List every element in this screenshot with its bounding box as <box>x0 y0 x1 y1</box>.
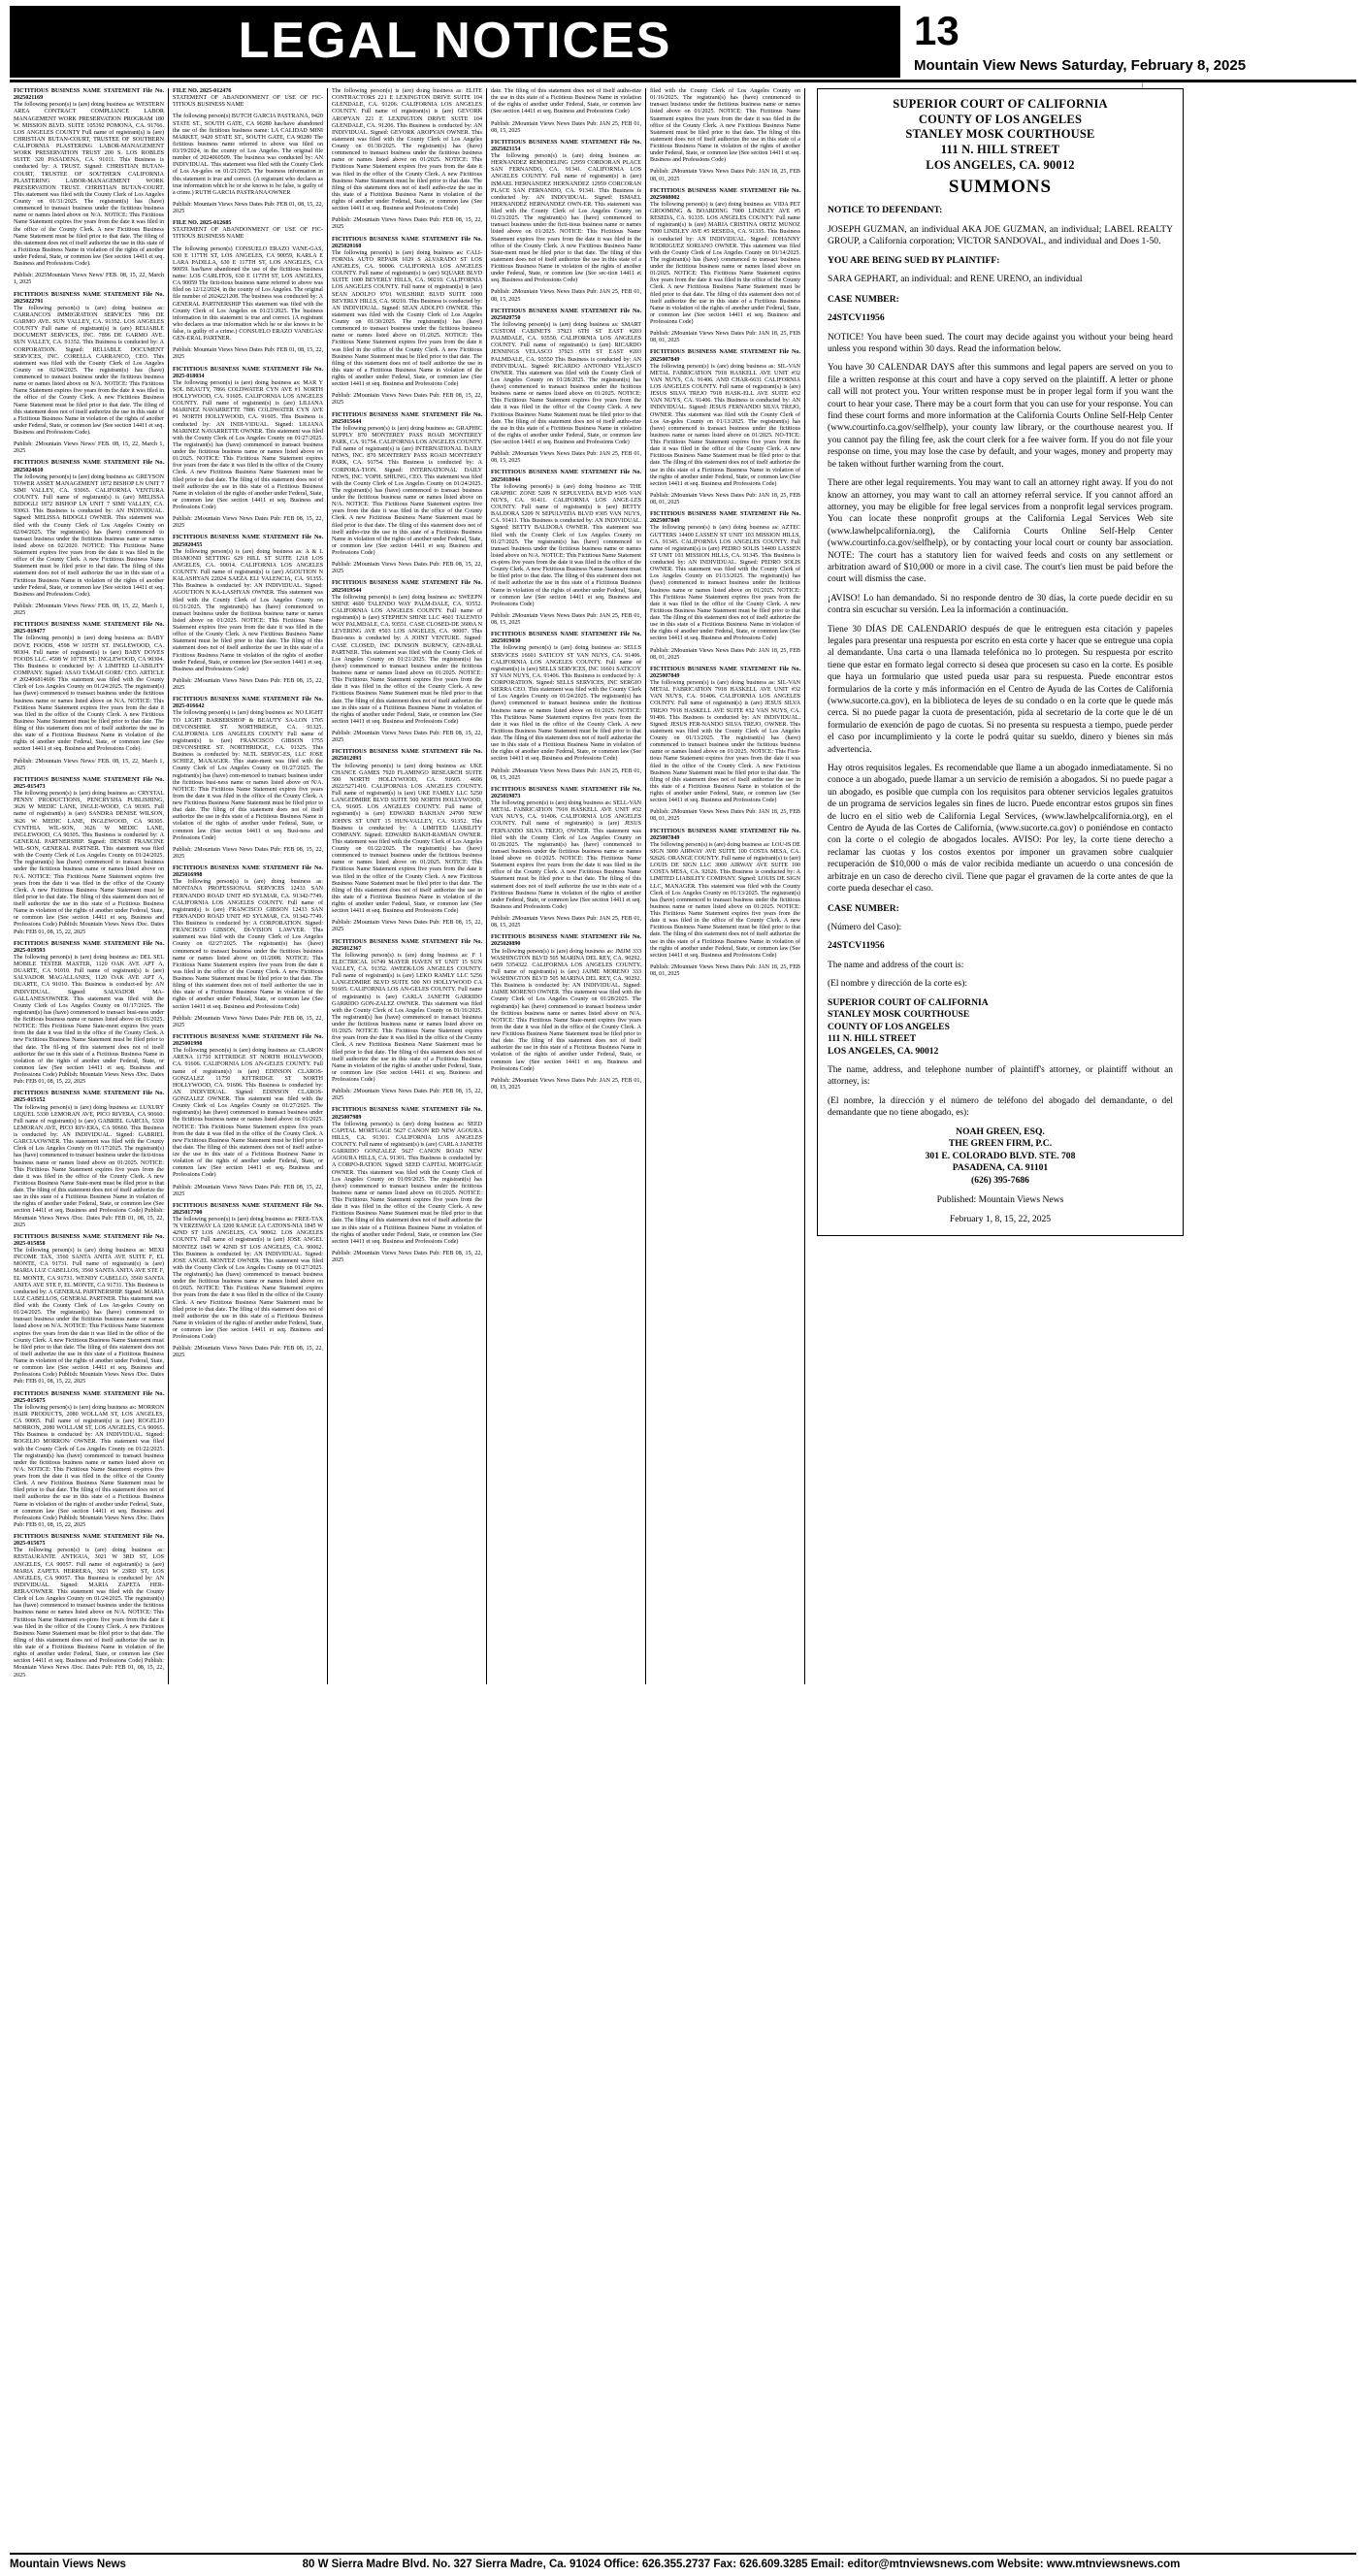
legal-notice-block <box>173 114 323 197</box>
notice-body: Publish: 2Mountain Views News Dates Pub: FEB 08, 15, 22, 2025 <box>332 731 482 744</box>
case-number-label: CASE NUMBER: <box>828 293 899 305</box>
notice-body: Publish: 2Mountain Views News Dates Pub: FEB 08, 15, 22, 2025 <box>173 1015 323 1028</box>
legal-notice-block <box>650 648 800 662</box>
summons-notice <box>817 88 1184 1236</box>
legal-notice-block <box>14 603 164 617</box>
legal-notice-block <box>173 1034 323 1180</box>
notice-body: Publish: 2Mountain Views News Dates Pub: JAN 25, FEB 01, 08, 15, 2025 <box>491 120 641 134</box>
notice-body: Publish: 2Mountain Views News/ FEB. 08, 15, 22, March 1, 2025 <box>14 441 164 455</box>
notice-heading: FICTITIOUS BUSINESS NAME STATEMENT File No. 2025007849 <box>650 828 800 841</box>
court-heading-line: SUPERIOR COURT OF CALIFORNIA <box>893 97 1108 111</box>
legal-notice-block <box>332 939 482 1085</box>
notice-body: The following person(s) is (are) doing business as: NO LIGHT TO LIGHT BARBERSHOP & BEAUTY SA-LON 1705 DEVONSHIRE ST. NORTHRIDGE, CA. 91325. CALIFORNIA LOS ANGELES COUNTY Full name of registrant(s) is (are) FRANCISCO GIBSON 1755 DEVONSHIRE ST. NORTHRIDGE, CA. 91325. This Business is conducted by: NLTL SERVIC-ES, LLC JOSE SCHIEZ, MANAGER. This state-ment was filed with the County Clerk of Los Angeles County on 01/27/2025. The registrant(s) has (have) com-menced to transact business under the fictitious busi-ness name or names listed above on N/A. NOTICE: This Fictitious Name Statement expires five years from the date it was filed in the office of the County Clerk. A new Fictitious Business Name Statement must be filed prior to that date. The filing of this statement does not of itself authorize the use in this state of a Fictitious Business Name in violation of the rights of another under Federal, State, or common law (See section 14411 et seq. Busi-ness and Professions Code) <box>173 710 323 841</box>
notice-heading: FICTITIOUS BUSINESS NAME STATEMENT File No. 2025007989 <box>332 1107 482 1121</box>
notice-heading: FICTITIOUS BUSINESS NAME STATEMENT File No. 2025021169 <box>14 88 164 102</box>
case-number-value: 24STCV11956 <box>828 312 885 324</box>
notice-to-defendant-label: NOTICE TO DEFENDANT: <box>828 205 943 216</box>
notice-body: The following person(s) is (are) doing business as: SMART CUSTOM CABINETS 37923 6TH ST EAST #203 PALMDALE, CA. 93550. CALIFORNIA LOS ANGELES COUNTY. Full name of registrant(s) is (are) RICARDO JENNINGS VELASCO 37923 6TH ST EAST #203 PALMDALE, CA. 93550 This Business is conducted by: AN INDIVIDUAL. Signed: RICARDO ANTONIO VELASCO OWNER. This statement was filed with the County Clerk of Los Angeles County on 01/28/2025. The registrant(s) has (have) commenced to transact business under the fictitious business name or names listed above on 01/2025. NOTICE: This Fictitious Name Statement expires five years from the date it was filed in the office of the County Clerk. A new Fictitious Business Name Statement must be filed prior to that date. The filing of this statement does not of itself autho-rize the use in this state of a Fictitious Business Name in violation of the rights of another under Federal, State, or common law (See section 14411 et seq. Business and Professions Code) <box>491 321 641 445</box>
attorney-line: (626) 395-7686 <box>971 1174 1029 1186</box>
court-address-line: STANLEY MOSK COURTHOUSE <box>828 1009 970 1021</box>
summons-spanish-heading: ¡AVISO! Lo han demandado. Si no responde dentro de 30 días, la corte puede decidir en su contra sin escuchar su versión. Lea la información a continuación. <box>828 593 1173 616</box>
notice-body: date. The filing of this statement does not of itself autho-rize the use in this state of a Fictitious Business Name in violation of the rights of another under Federal, State, or common law (See section 14411 et seq. Business and Professions Code) <box>491 88 641 115</box>
notice-body: The following person(s) is (are) doing business as: SELL-VAN METAL FABRICATION 7918 HASKELL AVE UNIT #32 VAN NUYS, CA. 91406. CALIFORNIA LOS ANGELES COUNTY. Full name of registrant(s) is (are) JESUS FERNANDO SILVA TREJO, OWNER. This statement was filed with the County Clerk of Los Angeles County on 01/28/2025. The registrant(s) has (have) commenced to transact business under the fictitious business name or names listed above on 01/2025. NOTICE: This Fictitious Name Statement expires five years from the date it was filed in the office of the County Clerk. A new Fictitious Business Name Statement must be filed prior to that date. The filing of this statement does not of itself authorize the use in this state of a Fictitious Business Name in violation of the rights of another under Federal, State, or common law (See section 14411 et seq. Business and Professions Code) <box>491 800 641 910</box>
legal-notice-block <box>332 749 482 915</box>
notice-heading: FICTITIOUS BUSINESS NAME STATEMENT File No. 2025-015675 <box>14 1390 164 1404</box>
notice-heading: FICTITIOUS BUSINESS NAME STATEMENT File No. 2025018044 <box>491 470 641 483</box>
notice-body: Publish: 2025Mountain Views News/ FEB. 08, 15, 22, March 1, 2025 <box>14 273 164 286</box>
legal-notice-block <box>491 1078 641 1092</box>
notice-body: Publish: 2Mountain Views News Dates Pub: JAN 25, FEB 01, 08, 15, 2025 <box>491 767 641 781</box>
legal-notice-block <box>173 367 323 512</box>
legal-notice-block <box>332 731 482 744</box>
legal-notice-block <box>173 1185 323 1198</box>
notice-heading: FICTITIOUS BUSINESS NAME STATEMENT File No. 2025007849 <box>650 349 800 363</box>
attorney-line: THE GREEN FIRM, P.C. <box>948 1138 1053 1150</box>
summons-paragraph-2: There are other legal requirements. You may want to call an attorney right away. If you do not know an attorney, you may want to call an attorney referral service. If you cannot afford an attorney, you may be eligible for free legal services from a nonprofit legal services program. You can locate these nonprofit groups at the California Legal Services Web site (www.lawhelpcalifornia.org), the California Courts Online Self-Help Center (www.courtinfo.ca.gov/selfhelp), or by contacting your local court or county bar association. NOTE: The court has a statutory lien for waived feeds and costs on any settlement or arbitration award of $10,000 or more in a civil case. The court's lien must be paid before the court will dismiss the case. <box>828 478 1173 585</box>
legal-notice-block <box>173 516 323 530</box>
notice-body: The following person(s) is (are) doing business as: SIL-VAN METAL FABRICATION 7918 HASKELL AVE UNIT #32 VAN NUYS, CA. 91406. AND CHAR-6631 CALIFORNIA LOS ANGELES COUNTY. Full name of registrant(s) is (are) JESUS SILVA TREJO 7918 HASK-ELL AVE SUITE #32 VAN NUYS, CA. 91406. This Business is conducted by: AN INDIVIDUAL. Signed: JESUS FERNANDO SILVA TREJO, OWNER. This statement was filed with the County Clerk of Los An-geles County on 01/13/2025. The registrant(s) has (have) commenced to transact business under the fictitious business name or names listed above on 01/2025. NO-TICE: This Fictitious Name Statement expires five years from the date it was filed in the office of the County Clerk. A new Fictitious Business Name Statement must be filed prior to that date. The filing of this statement does not of itself authorize the use in this state of a Fictitious Business Name in violation of the rights of another under Federal, State, or common law (See section 14411 et seq. Business and Professions Code) <box>650 363 800 487</box>
legal-notice-block <box>173 535 323 673</box>
masthead-banner <box>10 6 900 78</box>
notice-body: Publish: 2Mountain Views News Dates Pub: JAN 25, FEB 01, 08, 15, 2025 <box>491 916 641 929</box>
legal-notice-block <box>332 1089 482 1102</box>
notice-body: Publish: 2Mountain Views News Dates Pub: JAN 18, 25, FEB 08, 01, 2025 <box>650 809 800 823</box>
notice-heading: FICTITIOUS BUSINESS NAME STATEMENT File No. 2025020455 <box>173 535 323 548</box>
notice-body: STATEMENT OF ABANDONMENT OF USE OF FIC-TITIOUS BUSINESS NAME <box>173 95 323 109</box>
court-heading-line: 111 N. HILL STREET <box>940 142 1060 156</box>
notice-body: Publish: 2Mountain Views News Dates Pub: FEB 08, 15, 22, 2025 <box>332 393 482 407</box>
legal-notice-block <box>491 470 641 608</box>
legal-notice-block <box>14 88 164 268</box>
notice-heading: FICTITIOUS BUSINESS NAME STATEMENT File No. 2025020890 <box>491 934 641 948</box>
notice-column-5 <box>646 88 805 1684</box>
notice-heading: FICTITIOUS BUSINESS NAME STATEMENT File No. 2025015644 <box>332 411 482 425</box>
plaintiff-label: YOU ARE BEING SUED BY PLAINTIFF: <box>828 254 1000 266</box>
attorney-label-spanish: (El nombre, la dirección y el número de teléfono del abogado del demandante, o del demandante que no tiene abogado, es): <box>828 1095 1173 1119</box>
notice-body: The following person(s) is (are) doing business as: MONTANA PROFESSIONAL SERVICES 12433 SAN FERNANDO ROAD UNIT #D SYLMAR, CA. 91342-7749. CALIFORNIA LOS ANGELES COUNTY. Full name of registrant(s) is (are) FRANCISCO GIBSON 12433 SAN FERNANDO ROAD UNIT #D SYLMAR, CA. 91342-7749. This Business is conducted by: A CORPORATION. Signed: FRANCISCO GIBSON, DI-VISION LAWYER. This statement was filed with the County Clerk of Los Angeles County on 02/27/2025. The registrant(s) has (have) commenced to transact business under the fictitious business name or names listed above on 01/2008. NOTICE: This Fictitious Name Statement expires five years from the date it was filed in the office of the County Clerk. A new Fictitious Business Name Statement must be filed prior to that date. The filing of this statement does not of itself authorize the use in this state of a Fictitious Business Name in violation of the rights of another under Federal, State, or common law (See section 14411 et seq. Business and Professions Code) <box>173 879 323 1010</box>
notice-body: The following person(s) is (are) doing business as: A & L DIAMOND SETTING 629 HILL ST SUITE 1218 LOS ANGELES, CA. 90014. CALIFORNIA LOS ANGELES COUNTY. Full name of registrant(s) is (are) AGOUTION N KALASHYAN 22024 SAEZA ELI VALENCIA, CA. 91355. This Business is conducted by: AN INDIVIDUAL. Signed: AGOUTION N KA-LASHYAN OWNER. This statement was filed with the County Clerk of Los Angeles County on 01/31/2025. The registrant(s) has (have) commenced to transact business under the fictitious business name or names listed above on 01/2025. NOTICE: This Fictitious Name Statement expires five years from the date it was filed in the office of the County Clerk. A new Fictitious Business Name Statement must be filed prior to that date. The filing of this statement does not of itself authorize the use in this state of a Fictitious Business Name in violation of the rights of another under Federal, State, or common law (See section 14411 et seq. Business and Professions Code) <box>173 548 323 672</box>
notice-heading: FICTITIOUS BUSINESS NAME STATEMENT File No. 2025012093 <box>332 749 482 763</box>
legal-notice-block <box>14 460 164 599</box>
legal-notice-block <box>14 1391 164 1530</box>
legal-notice-block <box>173 678 323 692</box>
legal-notice-block <box>14 441 164 455</box>
attorney-label: The name, address, and telephone number of plaintiff's attorney, or plaintiff without an attorney, is: <box>828 1065 1173 1088</box>
page-footer <box>10 2553 1356 2570</box>
summons-notice-heading: NOTICE! You have been sued. The court may decide against you without your being heard unless you respond within 30 days. Read the information below. <box>828 332 1173 355</box>
legal-notice-block <box>14 759 164 772</box>
court-address-line: SUPERIOR COURT OF CALIFORNIA <box>828 996 989 1008</box>
legal-notice-block <box>332 562 482 575</box>
court-address <box>828 997 1173 1058</box>
notice-column-4 <box>487 88 646 1684</box>
notice-column-2 <box>169 88 328 1684</box>
notice-heading: FICTITIOUS BUSINESS NAME STATEMENT File No. 2025-019593 <box>14 940 164 954</box>
notice-body: Publish: 2Mountain Views News Dates Pub: FEB 08, 15, 22, 2025 <box>332 562 482 575</box>
notice-heading: FICTITIOUS BUSINESS NAME STATEMENT File No. 2025017700 <box>173 1202 323 1216</box>
notice-body: Publish: 2Mountain Views News Dates Pub: FEB 08, 15, 22, 2025 <box>173 516 323 530</box>
notice-body: The following person(s) is (are) doing business as: SELLS SERVICES 16601 SATICOY ST VAN NUYS, CA. 91406. CALIFORNIA LOS ANGELES COUNTY. Full name of registrant(s) is (are) SELLS SERVICES, INC 16601 SATICOY ST VAN NUYS, CA. 91406. This Business is conducted by: A CORPORATION. Signed: SELLS SERVICES, INC SERGIO SIERRA CEO. This statement was filed with the County Clerk of Los Angeles County on 01/24/2025. The registrant(s) has (have) commenced to transact business under the fictitious business name or names listed above on 01/2025. NOTICE: This Fictitious Name Statement expires five years from the date it was filed in the office of the County Clerk. A new Fictitious Business Name Statement must be filed prior to that date. The filing of this statement does not of itself authorize the use in this state of a Fictitious Business Name in violation of the rights of another under Federal, State, or common law (See section 14411 et seq. Business and Professions Code) <box>491 645 641 763</box>
page-number: 13 <box>914 7 959 53</box>
notice-heading: FICTITIOUS BUSINESS NAME STATEMENT File No. 2025020750 <box>491 308 641 321</box>
notice-body: The following person(s) is (are) doing business as: VIDA PET GROOMING & BOARDING 7000 LINDLEY AVE #5 RESEDA, CA. 91335. LOS ANGELES COUNTY. Full name of registrant(s) is (are) MARIA CRISTINA ORTIZ MUNOZ 7000 LINDLEY AVE #5 RESEDA, CA. 91335. This Business is conducted by: AN INDIVIDUAL. Signed: JOHANNY RODRIGUEZ SORIANO OWNER. This statement was filed with the County Clerk of Los Angeles County on 01/14/2025. The registrant(s) has (have) commenced to transact business under the fictitious business name or names listed above on 01/2025. NOTICE: This Fictitious Name Statement expires five years from the date it was filed in the office of the County Clerk. A new Fictitious Business Name Statement must be filed prior to that date. The filing of this statement does not of itself authorize the use in this state of a Fictitious Business Name in violation of the rights of another under Federal, State, or common law (See section 14411 et seq. Business and Professions Code) <box>650 201 800 325</box>
notice-body: Publish: 2Mountain Views News Dates Pub: FEB 08, 15, 22, 2025 <box>173 1346 323 1359</box>
legal-notice-block <box>173 697 323 842</box>
notice-body: Publish: 2Mountain Views News Dates Pub: JAN 25, FEB 01, 08, 15, 2025 <box>491 1077 641 1091</box>
legal-notice-block <box>332 1107 482 1246</box>
summons-label: SUMMONS <box>948 177 1053 198</box>
legal-notice-block <box>650 829 800 960</box>
notice-body: Publish: 2Mountain Views News Dates Pub: JAN 18, 25, FEB 08, 01, 2025 <box>650 647 800 661</box>
summons-spanish-paragraph-1: Tiene 30 DÍAS DE CALENDARIO después de que le entreguen esta citación y papeles legales para presentar una respuesta por escrito en esta corte y hacer que se entregue una copia al demandante. Una carta o una llamada telefónica no lo protegen. Su respuesta por escrito tiene que estar en formato legal correcto si desea que procesen su caso en la corte. Es posible que haya un formulario que usted pueda usar para su respuesta. Puede encontrar estos formularios de la corte y más información en el Centro de Ayuda de las Cortes de California (www.sucorte.ca.gov), en la biblioteca de leyes de su condado o en la corte que le quede más cerca. Si no puede pagar la cuota de presentación, pida al secretario de la corte que le dé un formulario de exención de pago de cuotas. Si no presenta su respuesta a tiempo, puede perder el caso por incumplimiento y la corte le podrá quitar su sueldo, dinero y bienes sin más advertencia. <box>828 624 1173 755</box>
case-number-label-spanish: (Número del Caso): <box>828 921 902 932</box>
legal-notice-block <box>650 349 800 488</box>
notice-body: Publish: 2Mountain Views News Dates Pub: JAN 25, FEB 01, 08, 15, 2025 <box>491 289 641 303</box>
legal-notice-block <box>332 217 482 231</box>
legal-notice-block <box>491 632 641 763</box>
notice-body: Publish: 2Mountain Views News Dates Pub: FEB 08, 15, 22, 2025 <box>332 1250 482 1263</box>
court-heading-line: STANLEY MOSK COURTHOUSE <box>905 127 1095 142</box>
court-address-label: The name and address of the court is: <box>828 960 964 970</box>
legal-notice-block <box>491 309 641 447</box>
notice-heading: FICTITIOUS BUSINESS NAME STATEMENT File No. 2025020160 <box>332 236 482 249</box>
legal-notice-block <box>491 787 641 911</box>
notice-heading: FICTITIOUS BUSINESS NAME STATEMENT File No. 2025007849 <box>650 511 800 525</box>
notice-body: The following person(s) is (are) doing business as: JMJM 333 WASHINGTON BLVD 505 MARINA DEL REY, CA. 90292. 6459 5354322. CALIFORNIA LOS ANGELES COUNTY. Full name of registrant(s) is (are) JAIME MORENO 333 WASHINGTON BLVD 505 MARINA DEL REY, CA. 90292. This Business is conducted by: AN INDIVIDUAL. Signed: JAIME MORENO OWNER. This statement was filed with the County Clerk of Los Angeles County on 01/28/2025. The registrant(s) has (have) commenced to transact business under the fictitious business name or names listed above on N/A. NOTICE: This Fictitious Name State-ment expires five years from the date it was filed in the office of the County Clerk. A new Fictitious Business Name Statement must be filed prior to that date. The filing of this statement does not of itself authorize the use in this state of a Fictitious Business Name in violation of the rights of another under Federal, State, or common law (See section 14411 et seq. Business and Professions Code) <box>491 948 641 1072</box>
court-heading-line: LOS ANGELES, CA. 90012 <box>926 157 1075 172</box>
legal-notice-block <box>173 1016 323 1029</box>
notice-body: The following person(s) is (are) doing business as: AZTEC GUTTERS 14400 LASSEN ST UNIT 103 MISSION HILLS, CA. 91345. CALIFORNIA LOS ANGELES COUNTY. Full name of registrant(s) is (are) PEDRO SOLIS 14400 LASSEN ST UNIT 103 MISSION HILLS, CA. 91345. This Business is conducted by: AN INDIVIDUAL. Signed: PEDRO SOLIS OWNER. This statement was filed with the County Clerk of Los Angeles County on 01/13/2025. The registrant(s) has (have) commenced to transact business under the fictitious business name or names listed above on 01/2025. NOTICE: This Fictitious Name Statement expires five years from the date it was filed in the office of the County Clerk. A new Fictitious Business Name Statement must be filed prior to that date. The filing of this statement does not of itself authorize the use in this state of a Fictitious Business Name in violation of the rights of another under Federal, State, or common law (See section 14411 et seq. Business and Professions Code) <box>650 525 800 642</box>
published-dates: February 1, 8, 15, 22, 2025 <box>949 1213 1052 1224</box>
legal-notice-block <box>14 1234 164 1386</box>
legal-notice-block <box>650 964 800 978</box>
legal-notice-block <box>491 768 641 782</box>
notice-body: The following person(s) CONSUELO ERAZO VANE-GAS, 630 E 117TH ST, LOS ANGELES, CA 90059, KARLA E LARA PADILLA, 630 E 117TH ST, LOS ANGELES, CA 90059. has/have abandoned the use of the fictitious business name: LOS CARLITOS, 630 E 117TH ST, LOS ANGELES, CA 90059 The ficti-tious business name referred to above was filed on 12/12/2024, in the county of Los Angeles. The original file number of 2024221208. The business was conducted by: A GENERAL PARTNERSHIP This statement was filed with the County Clerk of Los Angeles on 01/21/2025. The business information in this statement is true and correct. (A registrant who declares as true information which he or she knows to be false, is guilty of a crime.) CONSUELO ERAZO VANEGAS/ GEN-ERAL PARTNER. <box>173 245 323 342</box>
legal-notice-block <box>173 88 323 109</box>
published-label: Published: Mountain Views News <box>936 1194 1064 1206</box>
footer-contact: 80 W Sierra Madre Blvd. No. 327 Sierra Madre, Ca. 91024 Office: 626.355.2737 Fax: 626.609.3285 Email: editor@mtnviewsnews.com Website: www.mtnviewsnews.com <box>302 2559 1181 2570</box>
summons-spanish-paragraph-2: Hay otros requisitos legales. Es recomendable que llame a un abogado inmediatamente. Si no conoce a un abogado, puede llamar a un servicio de remisión a abogados. Si no puede pagar a un abogado, es posible que cumpla con los requisitos para obtener servicios legales gratuitos de un programa de servicios legales sin fines de lucro. Puede encontrar estos grupos sin fines de lucro en el sitio web de California Legal Services, (www.lawhelpcalifornia.org), en el Centro de Ayuda de las Cortes de California, (www.sucorte.ca.gov) o poniéndose en contacto con la corte o el colegio de abogados locales. AVISO: Por ley, la corte tiene derecho a reclamar las cuotas y los costos exentos por imponer un gravamen sobre cualquier recuperación de $10,000 o más de valor recibida mediante un acuerdo o una concesión de arbitraje en un caso de derecho civil. Tiene que pagar el gravamen de la corte antes de que la corte pueda desechar el caso. <box>828 764 1173 895</box>
notice-body: Publish: 2Mountain Views News Dates Pub: FEB 08, 15, 22, 2025 <box>332 920 482 933</box>
notice-body: Publish: 2Mountain Views News Dates Pub: JAN 18, 25, FEB 08, 01, 2025 <box>650 169 800 182</box>
attorney-info <box>828 1126 1173 1187</box>
notice-body: The following person(s) is (are) doing business as: LUXURY LIQUEL 5330 LEMORAN AVE, PICO RIVERA, CA 90660. Full name of registrant(s) is (are) GABRIEL GARCIA, 5330 LEMORAN AVE, PICO RIV-ERA, CA 90660. This Business is conducted by: AN INDIVIDUAL. Signed: GABRIEL GARCIA/OWNER. This statement was filed with the County Clerk of Los Angeles County on 01/17/2025. The registrant(s) has (have) commenced to transact business under the ficti-tious business name or names listed above on 01/2025. NOTICE: This Fictitious Name Statement expires five years from the date it was filed in the office of the County Clerk. A new Fictitious Business Name State-ment must be filed prior to that date. The filing of this statement does not of itself authorize the use in this state of a Fictitious Business Name in violation of the rights of another under Federal, State, or common law (See section 14411 et seq. Business and Professions Code) Publish: Mountain Views News /Doc. Dates Pub: FEB 01, 08, 15, 22, 2025 <box>14 1104 164 1228</box>
notice-body: Publish: 2Mountain Views News/ FEB. 08, 15, 22, March 1, 2025 <box>14 758 164 771</box>
notice-body: Publish: Mountain Views News Dates Pub: FEB 01, 08, 15, 22, 2025 <box>173 201 323 214</box>
notice-heading: FICTITIOUS BUSINESS NAME STATEMENT File No. 2025-016642 <box>173 697 323 710</box>
legal-notice-block <box>491 289 641 303</box>
legal-notice-block <box>173 1203 323 1342</box>
attorney-line: PASADENA, CA. 91101 <box>952 1162 1049 1174</box>
notice-body: The following person(s) is (are) doing business as: SIL-VAN METAL FABRICATION 7918 HASKELL AVE UNIT #32 VAN NUYS, CA. 91406. CALIFORNIA LOS ANGELES COUNTY. Full name of registrant(s) is (are) JESUS SILVA TREJO 7918 HASKELL AVE SUITE #32 VAN NUYS, CA. 91406. This Business is conducted by: AN INDIVIDUAL. Signed: JESUS FER-NANDO SILVA TREJO, OWNER. This statement was filed with the County Clerk of Los Angeles County on 01/13/2025. The registrant(s) has (have) commenced to transact business under the fictitious business name or names listed above on 01/2025. NOTICE: This Ficti-tious Name Statement expires five years from the date it was filed in the office of the County Clerk. A new Ficti-tious Business Name Statement must be filed prior to that date. The filing of this statement does not of itself authorize the use in this state of a Fictitious Business Name in violation of the rights of another under Federal, State, or common law (See section 14411 et seq. Business and Professions Code) <box>650 680 800 804</box>
legal-notice-block <box>491 613 641 627</box>
notice-heading: FICTITIOUS BUSINESS NAME STATEMENT File No. 2025001998 <box>173 1033 323 1047</box>
masthead-meta <box>900 6 1356 78</box>
court-address-label-spanish: (El nombre y dirección de la corte es): <box>828 979 967 990</box>
legal-notice-block <box>332 580 482 726</box>
legal-notice-block <box>332 237 482 389</box>
legal-notice-block <box>173 202 323 215</box>
summons-column <box>805 80 1187 1684</box>
notice-body: The following person(s) is (are) doing business as: CLARON ARENA 11750 KITTRIDGE ST NORTH HOLLYWOOD, CA. 91606. CALIFORNIA LOS AN-GELES COUNTY. Full name of registrant(s) is (are) EDINSON CLAROS-GONZALEZ 11750 KITTRIDGE ST NORTH HOLLYWOOD, CA. 91606. This Business is conducted by: AN INDIVIDUAL. Signed: EDINSON CLAROS-GONZALEZ OWNER. This statement was filed with the County Clerk of Los Angeles County on 01/27/2025. The registrant(s) has (have) commenced to transact business under the fictitious business name or names listed above on 01/2025. NOTICE: This Fictitious Name Statement expires five years from the date it was filed in the office of the County Clerk. A new Fictitious Business Name Statement must be filed prior to that date. The filing of this statement does not of itself author-ize the use in this state of a Fictitious Business Name in violation of the rights of another under Federal, State, or common law (See section 14411 et seq. Business and Professions Code) <box>173 1048 323 1179</box>
notice-heading: FICTITIOUS BUSINESS NAME STATEMENT File No. 2025-019477 <box>14 622 164 636</box>
legal-notice-block <box>14 777 164 936</box>
notice-body: The following person(s) is (are) doing business as: MORRON HAIR PRODUCTS, 2080 WOLLAM ST, LOS ANGELES, CA 90065. Full name of registrant(s) is (are) ROGELIO MORRON, 2080 WOLLAM ST, LOS ANGELES, CA 90065. This Business is conducted by: AN INDIVIDUAL. Signed: ROGELIO MORRON/ OWNER. This statement was filed with the County Clerk of Los Angeles County on 01/22/2025. The registrant(s) has (have) commenced to transact business under the fictitious business name or names listed above on N/A. NOTICE: This Fictitious Name Statement ex-pires five years from the date it was filed in the office of the County Clerk. A new Fictitious Business Name Statement must be filed prior to that date. The filing of this statement does not of itself authorize the use in this state of a Fictitious Business Name in violation of the rights of another under Federal, State, or common law (See section 14411 et seq. Business and Professions Code) Publish: Mountain Views News /Doc. Dates Pub: FEB 01, 08, 15, 22, 2025 <box>14 1404 164 1528</box>
legal-notice-block <box>173 865 323 1011</box>
legal-notice-block <box>650 88 800 164</box>
notice-body: The following person(s) is (are) doing business as: GRAPHIC SUPPLY 870 MONTEREY PASS ROAD MONTEREY PARK, CA. 91754. CALIFORNIA LOS ANGELES COUNTY. Full name of registrant(s) is (are) INTERNATIONAL DAILY NEWS, INC. 870 MONTEREY PASS ROAD MONTEREY PARK, CA. 91754. This Business is conducted by: A CORPORA-TION. Signed: INTERNATIONAL DAILY NEWS, INC. YOPH. SHIUNG, CEO. This statement was filed with the County Clerk of Los Angeles County on 01/24/2025. The registrant(s) has (have) commenced to transact business under the fictitious business name or names listed above on N/A. NOTICE: This Fictitious Name Statement expires five years from the date it was filed in the office of the County Clerk. A new Fictitious Business Name Statement must be filed prior to that date. The filing of this statement does not of itself autho-rize the use in this state of a Fictitious Business Name in violation of the rights of another under Federal, State, or common law (See section 14411 et seq. Business and Professions Code) <box>332 425 482 556</box>
legal-notice-block <box>650 511 800 642</box>
notice-body: The following person(s) is (are) doing business as: RESTAURANTE ANTIGUA, 3021 W 3RD ST, LOS ANGELES, CA 90057. Full name of registrant(s) is (are) MARIA ZAPETA HERRERA, 3021 W 23RD ST, LOS ANGELES, CA 90057. This Business is conducted by: AN INDIVIDUAL. Signed: MARIA ZAPETA HER-RERA/OWNER. This statement was filed with the County Clerk of Los Angeles County on 01/24/2025. The registrant(s) has (have) commenced to transact business under the fictitious business name or names listed above on N/A. NOTICE: This Fictitious Name Statement ex-pires five years from the date it was filed in the office of the County Clerk. A new Fictitious Business Name Statement must be filed prior to that date. The filing of this statement does not of itself authorize the use in this state of a Fictitious Business Name in violation of the rights of another under Federal, State, or common law (See section 14411 et seq. Business and Professions Code) Publish: Mountain Views News /Doc. Dates Pub: FEB 01, 08, 15, 22, 2025 <box>14 1548 164 1679</box>
legal-notice-block <box>14 622 164 753</box>
notice-heading: FILE NO. 2025-012476 <box>173 88 232 94</box>
notice-body: Publish: 2Mountain Views News Dates Pub: JAN 18, 25, FEB 08, 01, 2025 <box>650 331 800 344</box>
notice-body: Publish: 2Mountain Views News Dates Pub: FEB 08, 15, 22, 2025 <box>173 846 323 860</box>
notice-column-1 <box>10 88 169 1684</box>
notice-body: Publish: 2Mountain Views News Dates Pub: FEB 08, 15, 22, 2025 <box>173 1184 323 1197</box>
legal-notice-block <box>332 393 482 407</box>
legal-notice-block <box>173 220 323 241</box>
notice-body: Publish: 2Mountain Views News Dates Pub: JAN 25, FEB 01, 08, 15, 2025 <box>491 612 641 626</box>
legal-notice-block <box>491 140 641 285</box>
notice-body: The following person(s) is (are) doing business as: F 1 ELECTRICAL 16749 MAYER HAVEN ST UNIT 15 SUN VALLEY, CA. 91352. AWEEK/LOS ANGELES COUNTY. Full name of registrant(s) is (are) LEKO RAMLY LLC 5256 LANGEDMIRE BLVD SUITE 500 NO HOLLYWOOD CA 91605. CALIFORNIA LOS AN-GELES COUNTY. Full name of registrant(s) is (are) CARLA JANETH GARRIDO GARRIDO GON-ZALEZ OWNER. This statement was filed with the County Clerk of Los Angeles County on 01/16/2025. The registrant(s) has (have) commenced to transact business under the fictitious business name or names listed above on 01/2025. NOTICE: This Fictitious Name Statement expires five years from the date it was filed in the office of the County Clerk. A new Fictitious Business Name Statement must be filed prior to that date. The filing of this statement does not of itself authorize the use in this state of a Fictitious Business Name in violation of the rights of another under Federal, State, or common law (See section 14411 et seq. Business and Professions Code) <box>332 952 482 1083</box>
notice-body: Publish: 2Mountain Views News Dates Pub: FEB 08, 15, 22, 2025 <box>173 677 323 691</box>
legal-notice-block <box>173 246 323 343</box>
notice-body: The following person(s) is (are) doing business as: LOU-IS DE SIGN 3000 AIRWAY AVE SUITE 100 COSTA MESA, CA. 92626. ORANGE COUNTY. Full name of registrant(s) is (are) LOUIS DE SIGN LLC 3000 AIRWAY AVE SUITE 100 COSTA MESA, CA. 92626. This Business is conducted by: A LIMITED LIABILITY COMPANY. Signed: LOUIS DE SIGN LLC, MANAGER. This statement was filed with the County Clerk of Los Angeles County on 01/13/2025. The registrant(s) has (have) commenced to transact business under the fictitious business name or names listed above on 01/2025. NOTICE: This Fictitious Name Statement expires five years from the date it was filed in the office of the County Clerk. A new Fictitious Business Name Statement must be filed prior to that date. The filing of this statement does not of itself authorize the use in this state of a Fictitious Business Name in violation of the rights of another under Federal, State, or common law (See section 14411 et seq. Business and Professions Code) <box>650 841 800 959</box>
notice-heading: FICTITIOUS BUSINESS NAME STATEMENT File No. 2025022791 <box>14 291 164 305</box>
legal-notice-block <box>650 188 800 327</box>
legal-notice-block <box>491 88 641 116</box>
legal-notice-block <box>491 916 641 929</box>
summons-court-heading <box>828 97 1173 173</box>
notice-body: The following person(s) is (are) doing business as: THE GRAPHIC ZONE 5209 N SEPULVEDA BLVD #305 VAN NUYS, CA. 91411. CALIFORNIA LOS ANGE-LES COUNTY. Full name of registrant(s) is (are) BETTY BALDORA 5209 N SEPULVEDA BLVD #305 VAN NUYS, CA. 91411. This Business is conducted by: AN INDIVIDUAL. Signed: BETTY BALDORA OWNER. This statement was filed with the County Clerk of Los Angeles County on 01/27/2025. The registrant(s) has (have) commenced to transact business under the fictitious business name or names listed above on N/A. NOTICE: This Fictitious Name Statement ex-pires five years from the date it was filed in the office of the County Clerk. A new Fictitious Business Name Statement must be filed prior to that date. The filing of this statement does not of itself authorize the use in this state of a Fictitious Business Name in violation of the rights of another under Federal, State, or common law (See section 14411 et seq. Business and Professions Code) <box>491 483 641 607</box>
legal-notice-block <box>332 920 482 933</box>
notice-body: Publish: 2Mountain Views News Dates Pub: JAN 25, FEB 01, 08, 15, 2025 <box>491 451 641 465</box>
legal-notice-block <box>491 451 641 465</box>
notice-heading: FICTITIOUS BUSINESS NAME STATEMENT File No. 2025019873 <box>491 786 641 799</box>
defendant-names: JOSEPH GUZMAN, an individual AKA JOE GUZMAN, an individual; LABEL REALTY GROUP, a California corporation; VICTOR SANDOVAL, and individual and Does 1-50. <box>828 223 1173 247</box>
page-title: LEGAL NOTICES <box>238 13 672 69</box>
notice-heading: FILE NO. 2025-012685 <box>173 220 232 227</box>
legal-notice-block <box>650 331 800 344</box>
notice-body: Publish: 2Mountain Views News Dates Pub: FEB 08, 15, 22, 2025 <box>332 1089 482 1102</box>
notice-body: The following person(s) is (are) doing business as: BABY DOVE FOODS, 4598 W 105TH ST. INGLEWOOD, CA. 90304. Full name of registrant(s) is (are) BABY DOVES FOODS LLC. 4598 W 107TH ST. INGLEWOOD, CA 90304. This Business is conducted by: A LIMITED LI-ABILITY COMPANY. Signed: ASAO TAMAJI GORE/ CEO. ARTICLE # 202406814606 This statement was filed with the County Clerk of Los Angeles County on 01/24/2025. The registrant(s) has (have) commenced to transact business under the fictitious business name or names listed above on N/A. NOTICE: This Fictitious Name Statement expires five years from the date it was filed in the office of the County Clerk. A new Fictitious Business Name Statement must be filed prior to that date. The filing of this statement does not of itself authorize the use in this state of a Fictitious Business Name in violation of the rights of another under Federal, State, or common law (See section 14411 et seq. Business and Professions Code). <box>14 636 164 753</box>
notice-body: The following person(s) is (are) doing business as: ELITE CONTRACTORS 221 E LEXINGTON DRIVE SUITE 104 GLENDALE, CA. 91206. CALIFORNIA LOS ANGELES COUNTY. Full name of registrant(s) is (are) GEVORK AROPYAN 221 E LEXINGTON DRIVE SUITE 104 GLENDALE, CA. 91206. This Business is conducted by: AN INDIVIDUAL. Signed: GEVORK AROPYAN OWNER. This statement was filed with the County Clerk of Los Angeles County on 01/30/2025. The registrant(s) has (have) commenced to transact business under the fictitious business name or names listed above on 01/2025. NOTICE: This Fictitious Name Statement expires five years from the date it was filed in the office of the County Clerk. A new Fictitious Business Name Statement must be filed prior to that date. The filing of this statement does not of itself autho-rize the use in this state of a Fictitious Business Name in violation of the rights of another under Federal, State, or common law (See section 14411 et seq. Business and Professions Code) <box>332 88 482 212</box>
notice-heading: FICTITIOUS BUSINESS NAME STATEMENT File No. 2025019544 <box>332 580 482 594</box>
court-address-line: LOS ANGELES, CA. 90012 <box>828 1045 939 1057</box>
attorney-line: NOAH GREEN, ESQ. <box>956 1125 1045 1137</box>
plaintiff-names: SARA GEPHART, an individual: and RENE URENO, an individual <box>828 274 1083 285</box>
notice-heading: FICTITIOUS BUSINESS NAME STATEMENT File No. 2025-015858 <box>14 1233 164 1247</box>
notice-heading: FICTITIOUS BUSINESS NAME STATEMENT File No. 2025023154 <box>491 139 641 152</box>
notice-heading: FICTITIOUS BUSINESS NAME STATEMENT File No. 2025-018034 <box>173 366 323 379</box>
notice-body: The following person(s) is (are) doing business as: CARRANCO'S IMMIGRATION SERVICES 7896 DE GARMO AVE. SUN VALLEY, CA. 91352. LOS ANGELES COUNTY Full name of registrant(s) is (are) RELIABLE DOCUMENT SERVICES, INC. 7896 DE GARMO AVE. SUN VALLEY, CA. 91352. This Business is conducted by: A CORPORATION. Signed: RELIABLE DOCUMENT SERVICES, INC. CORELLA CARRANCO, CEO. This statement was filed with the County Clerk of Los Angeles County on 02/04/2025. The registrant(s) has (have) commenced to transact business under the fictitious business name or names listed above on N/A. NOTICE: This Fictitious Name Statement expires five years from the date it was filed in the office of the County Clerk. A new Fictitious Business Name Statement must be filed prior to that date. The filing of this statement does not of itself authorize the use in this state of a Fictitious Business Name in violation of the rights of another under Federal, State, or common law (See section 14411 et seq. Business and Professions Code). <box>14 305 164 436</box>
legal-notice-block <box>332 1251 482 1264</box>
legal-notice-block <box>14 273 164 286</box>
notice-heading: FICTITIOUS BUSINESS NAME STATEMENT File No. 2025019030 <box>491 632 641 645</box>
court-address-line: COUNTY OF LOS ANGELES <box>828 1021 950 1032</box>
column-tick-mark: | <box>1141 80 1143 88</box>
legal-notice-block <box>650 809 800 823</box>
case-number-label-2: CASE NUMBER: <box>828 902 899 914</box>
legal-notice-block <box>491 934 641 1073</box>
case-number-value-2: 24STCV11956 <box>828 940 885 952</box>
notice-body: Publish: 2Mountain Views News Dates Pub: JAN 18, 25, FEB 08, 01, 2025 <box>650 963 800 977</box>
notice-body: The following person(s) is (are) doing business as: CALI-FORNIA AUTO REPAIR 1029 S ALVARADO ST LOS ANGELES, CA. 90006. CALIFORNIA LOS ANGELES COUNTY. Full name of registrant(s) is (are) SQUARE BLVD SUITE 1000 BEVERLY HILLS, CA. 90210. CALIFORNIA LOS ANGELES COUNTY. Full name of registrant(s) is (are) SEAN ADOLFO 9701 WILSHIRE BLVD SUITE 1000 BEVERLY HILLS, CA. 90210. This Business is conducted by: AN INDIVIDUAL. Signed: SEAN ADOLFO OWNER. This statement was filed with the County Clerk of Los Angeles County on 01/30/2025. The registrant(s) has (have) commenced to transact business under the fictitious business name or names listed above on 01/2025. NOTICE: This Fictitious Name Statement expires five years from the date it was filed in the office of the County Clerk. A new Fictitious Business Name Statement must be filed prior to that date. The filing of this statement does not of itself authorize the use in this state of a Fictitious Business Name in violation of the rights of another under Federal, State, or common law (See section 14411 et seq. Business and Professions Code) <box>332 249 482 388</box>
legal-notice-block <box>173 847 323 861</box>
notice-columns <box>10 80 1356 1684</box>
footer-publication: Mountain Views News <box>10 2559 126 2570</box>
notice-heading: FICTITIOUS BUSINESS NAME STATEMENT File No. 2025007849 <box>650 666 800 679</box>
notice-heading: FICTITIOUS BUSINESS NAME STATEMENT File No. 2025024610 <box>14 460 164 473</box>
legal-notice-block <box>332 88 482 212</box>
notice-body: filed with the County Clerk of Los Angeles County on 01/16/2025. The registrant(s) has (have) commenced to transact business under the fictitious business name or names listed above on 01/2025. NOTICE: This Fictitious Name Statement expires five years from the date it was filed in the office of the County Clerk. A new Fictitious Business Name Statement must be filed prior to that date. The filing of this statement does not of itself authorize the use in this state of a Fictitious Business Name in violation of the rights of another under Federal, State, or common law (See section 14411 et seq. Business and Professions Code) <box>650 88 800 164</box>
legal-notice-block <box>650 169 800 182</box>
notice-body: The following person(s) is (are) doing business as: DEL SEL MOBILE TESTER MASTER, 1120 OAK AVE APT A, DUARTE, CA 91010. Full name of registrant(s) is (are) SALVADOR MAGALLANES, 1120 OAK AVE APT A, DUARTE, CA 91010. This Business is conduct-ed by: AN INDIVIDUAL. Signed: SALVADOR MA-GALLANES/OWNER. This statement was filed with the County Clerk of Los Angeles County on 01/17/2025. The registrant(s) has (have) commenced to transact busi-ness under the fictitious business name or names listed above on 01/2025. NOTICE: This Fictitious Name State-ment expires five years from the date it was filed in the office of the County Clerk. A new Fictitious Business Name Statement must be filed prior to that date. The fil-ing of this statement does not of itself authorize the use in this state of a Fictitious Business Name in violation of the rights of another under Federal, State, or common law (See section 14411 et seq. Business and Professions Code) Publish: Mountain Views News /Doc. Dates Pub: FEB 01, 08, 15, 22, 2025 <box>14 954 164 1086</box>
notice-body: The following person(s) is (are) doing business as: HERNANDEZ REMODELING 12959 CORDORAN PLACE SAN FERNANDO, CA. 91341. CALIFORNIA LOS ANGELES COUNTY. Full name of registrant(s) is (are) ISMAEL HERNANDEZ HERNANDEZ 12959 CORCORAN PLACE SAN FERNANDO, CA. 91341. This Business is conducted by: AN INDIVIDUAL. Signed: ISMAEL HERNANDEZ HERNANDEZ OWN-ER. This statement was filed with the County Clerk of Los Angeles County on 01/23/2025. The registrant(s) has (have) commenced to transact business under the ficti-tious business name or names listed above on 01/2025. NOTICE: This Fictitious Name Statement expires five years from the date it was filed in the office of the County Clerk. A new Fictitious Business Name State-ment must be filed prior to that date. The filing of this statement does not of itself authorize the use in this state of a Fictitious Business Name in violation of the rights of another under Federal, State, or common law (See sec-tion 14411 et seq. Business and Professions Code) <box>491 153 641 284</box>
legal-notice-block <box>173 1346 323 1359</box>
notice-column-3 <box>328 88 487 1684</box>
notice-body: The following person(s) is (are) doing business as: SEED CAPITAL MORTGAGE 5627 CANON RD NEW AGOURA HILLS, CA. 91301. CALIFORNIA LOS ANGELES COUNTY. Full name of registrant(s) is (are) CARLA JANETH GARRIDO GONZALEZ 5627 CANON ROAD NEW AGOURA HILLS, CA. 91301. This Business is conducted by: A CORPO-RATION. Signed: SEED CAPITAL MORTGAGE OWNER. This statement was filed with the County Clerk of Los Angeles County on 01/09/2025. The registrant(s) has (have) commenced to transact business under the fictitious business name or names listed above on 01/2025. NOTICE: This Fictitious Name Statement expires five years from the date it was filed in the office of the County Clerk. A new Fictitious Business Name Statement must be filed prior to that date. The filing of this statement does not of itself authorize the use in this state of a Fictitious Business Name in violation of the rights of another under Federal, State, or common law (See section 14411 et seq. Business and Professions Code) <box>332 1121 482 1245</box>
notice-body: STATEMENT OF ABANDONMENT OF USE OF FIC-TITIOUS BUSINESS NAME <box>173 227 323 241</box>
notice-body: The following person(s) is (are) doing business as: FREE-TAX 'N VERZEWAY LA 3200 RANGE LA CATONS-NIA 1845 W 42ND ST LOS ANGELES, CA 90062. LOS ANGELES COUNTY. Full name of registrant(s) is (are) JOSE ANGEL MONTEZ 1845 W 42ND ST LOS ANGELES, CA. 90062. This Business is conducted by: AN INDIVIDUAL. Signed: JOSE ANGEL MONTEZ OWNER. This statement was filed with the County Clerk of Los Angeles County on 01/27/2025. The registrant(s) has (have) commenced to transact business under the fictitious business name or names listed above on 01/2025. NOTICE: This Fictitious Name Statement expires five years from the date it was filed in the office of the County Clerk. A new Fictitious Business Name Statement must be filed prior to that date. The filing of this statement does not of itself authorize the use in this state of a Fictitious Business Name in violation of the rights of another under Federal, State, or common law (See section 14411 et seq. Business and Professions Code) <box>173 1217 323 1341</box>
notice-heading: FICTITIOUS BUSINESS NAME STATEMENT File No. 2025012367 <box>332 938 482 952</box>
notice-body: Publish: 2Mountain Views News/ FEB. 08, 15, 22, March 1, 2025 <box>14 603 164 616</box>
notice-body: The following person(s) BUTCH GARCIA PASTRANA, 9420 STATE ST., SOUTH GATE, CA 90280 has/have abandoned the use of the fictitious business name: LA CALIDAD MINI MARKET, 9420 STATE ST., SOUTH GATE, CA 90280 The fictitious business name referred to above was filed on 03/19/2024, in the county of Los Angeles. The original file number of 2024060509. The business was conducted by: AN INDIVIDUAL. This statement was filed with the County Clerk of Los An-geles on 01/21/2025. The business information in this statement is true and correct. (A registrant who declares as true information which he or she knows to be false, is guilty of a crime.) RUTH GARCIA PASTRANA/OWNER <box>173 114 323 196</box>
legal-notice-block <box>173 347 323 361</box>
notice-body: The following person(s) is (are) doing business as: UKE CHANCE GAMES 7920 FLAMINGO RESEARCH SUITE 500 NORTH HOLLYWOOD, CA. 91605. 4696 2022/5271410. CALIFORNIA LOS ANGELES COUNTY. Full name of registrant(s) is (are) UKE FAMILY LLC 5250 LANGEDMIRE BLVD SUITE 500 NORTH HOLLYWOOD, CA. 91605. LOS ANGELES COUNTY. Full name of registrant(s) is (are) EDWARD BAKHAN 24700 NEW JOHN'S ST UNIT 15 HUN-VALLEY, CA. 91352. This Business is conducted by: A LIMITED LIABILITY COMPANY. Signed: EDWARD BAKH-RAMIAN OWNER. This statement was filed with the County Clerk of Los Angeles County on 01/22/2025. The registrant(s) has (have) commenced to transact business under the fictitious business name or names listed above on 01/2025. NOTICE: This Fictitious Name Statement expires five years from the date it was filed in the office of the County Clerk. A new Fictitious Business Name Statement must be filed prior to that date. The filing of this statement does not of itself authorize the use in this state of a Fictitious Business Name in violation of the rights of another under Federal, State, or common law (See section 14411 et seq. Business and Professions Code) <box>332 763 482 915</box>
legal-notice-block <box>14 1091 164 1229</box>
court-heading-line: COUNTY OF LOS ANGELES <box>918 112 1083 126</box>
legal-notice-block <box>491 121 641 135</box>
legal-notice-block <box>14 941 164 1087</box>
notice-body: Publish: Mountain Views News Dates Pub: FEB 01, 08, 15, 22, 2025 <box>173 347 323 361</box>
legal-notice-block <box>650 493 800 506</box>
notice-body: The following person(s) is (are) doing business as: MEXI INCOME TAX, 3560 SANTA ANITA AVE SUITE F, EL MONTE, CA 91731. Full name of registrant(s) is (are) MARIA LUZ CABELLOS, 3560 SANTA ANITA AVE STE F, EL MONTE, CA 91731. WENDY CABELLO, 3560 SANTA ANITA AVE STE F, EL MONTE, CA 91731. This Business is conducted by: A GENERAL PARTNERSHIP. Signed: MARIA LUZ CABELLOS, GENERAL PARTNER. This statement was filed with the County Clerk of Los An-geles County on 01/24/2025. The registrant(s) has (have) commenced to transact business under the fictitious business name or names listed above on N/A. NOTICE: This Fictitious Name Statement expires five years from the date it was filed in the office of the County Clerk. A new Fictitious Business Name Statement must be filed prior to that date. The filing of this statement does not of itself authorize the use in this state of a Fictitious Business Name in violation of the rights of another under Federal, State, or common law (See section 14411 et seq. Business and Professions Code) Publish: Mountain Views News /Doc. Dates Pub: FEB 01, 08, 15, 22, 2025 <box>14 1248 164 1386</box>
notice-heading: FICTITIOUS BUSINESS NAME STATEMENT File No. 2025008002 <box>650 187 800 201</box>
legal-notice-block <box>332 412 482 558</box>
notice-body: The following person(s) is (are) doing business as: SWEEPN SHINE 4600 TALENDO WAY PALM-DALE, CA. 93552. CALIFORNIA LOS ANGELES COUNTY. Full name of registrant(s) is (are) STEPHEN SHINE LLC 4601 TALENTO WAY PALMDALE, CA. 93551. CASE CLOSED-DE 3600A N LEVERING AVE #503 LOS ANGELES, CA. 90007. This Busi-ness is conducted by: A JOINT VENTURE. Signed: CASE CLOSED, INC DUNSON BURNCY, GEN-ERAL PARTNER. This statement was filed with the County Clerk of Los Angeles County on 01/21/2025. The registrant(s) has (have) commenced to transact business under the fictitious business name or names listed above on 01/2025. NOTICE: This Fictitious Name Statement expires five years from the date it was filed in the office of the County Clerk. A new Fictitious Business Name Statement must be filed prior to that date. The filing of this statement does not of itself authorize the use in this state of a Fictitious Business Name in violation of the rights of another under Federal, State, or common law (See section 14411 et seq. Business and Professions Code) <box>332 594 482 725</box>
notice-heading: FICTITIOUS BUSINESS NAME STATEMENT File No. 2025016998 <box>173 865 323 879</box>
court-address-line: 111 N. HILL STREET <box>828 1033 917 1045</box>
summons-paragraph-1: You have 30 CALENDAR DAYS after this summons and legal papers are served on you to file a written response at this court and have a copy served on the plaintiff. A letter or phone call will not protect you. Your written response must be in proper legal form if you want the court to hear your case. There may be a court form that you can use for your response. You can find these court forms and more information at the California Courts Online Self-Help Center (www.courtinfo.ca.gov/selfhelp), your county law library, or the courthouse nearest you. If you cannot pay the filing fee, ask the court clerk for a fee waiver form. If you do not file your response on time, you may lose the case by default, and your wages, money and property may be taken without further warning from the court. <box>828 363 1173 470</box>
notice-body: The following person(s) is (are) doing business as: MAR Y SOL BEAUTY, 7866 COLDWATER CYN AVE #1 NORTH HOLLYWOOD, CA. 91605. CALIFORNIA LOS ANGELES COUNTY. Full name of registrant(s) is (are) LILIANA MARINEZ NAVARRETTE 7886 COLDWATER CYN AVE #1 NORTH HOLLYWOOD, CA. 91605. This Business is conducted by: AN INDI-VIDUAL. Signed: LILIANA MARINEZ NAVARRETTE OWNER. This statement was filed with the County Clerk of Los Angeles County on 01/27/2025. The registrant(s) has (have) commenced to transact business under the fictitious business name or names listed above on 01/2025. NOTICE: This Fictitious Name Statement expires five years from the date it was filed in the office of the County Clerk. A new Fictitious Business Name Statement must be filed prior to that date. The filing of this statement does not of itself authorize the use in this state of a Fictitious Business Name in violation of the rights of another under Federal, State, or common law (See section 14411 et seq. Business and Professions Code) <box>173 379 323 510</box>
notice-body: Publish: 2Mountain Views News Dates Pub: FEB 08, 15, 22, 2025 <box>332 217 482 231</box>
masthead <box>10 6 1356 82</box>
notice-heading: FICTITIOUS BUSINESS NAME STATEMENT File No. 2025-015675 <box>14 1534 164 1548</box>
notice-body: Publish: 2Mountain Views News Dates Pub: JAN 18, 25, FEB 08, 01, 2025 <box>650 492 800 505</box>
legal-notice-block <box>14 1534 164 1679</box>
legal-notice-block <box>650 667 800 805</box>
attorney-line: 301 E. COLORADO BLVD. STE. 708 <box>925 1150 1076 1161</box>
notice-body: The following person(s) is (are) doing business as: CRYSTAL PENNY PRODUCTIONS, PENCRYSHA PUBLISHING, 3626 W MEDIC LANE, INGLE-WOOD, CA 90305. Full name of registrant(s) is (are) SANDRA DENISE WILSON, 3626 W MEDIC LANE, INGLEWOOD, CA 90305. CYNTHIA WIL-SON, 3626 W MEDIC LANE, INGLEWOOD, CA 90305. This Business is conducted by: A GENERAL PARTNERSHIP. Signed: DENISE FRANCINE WIL-SON, GENERAL PARTNER. This statement was filed with the County Clerk of Los Angeles County on 01/24/2025. The registrant(s) has (have) commenced to transact business under the fictitious business name or names listed above on N/A. NOTICE: This Fictitious Name Statement expires five years from the date it was filed in the office of the County Clerk. A new Fictitious Business Name Statement must be filed prior to that date. The filing of this statement does not of itself authorize the use in this state of a Fictitious Business Name in violation of the rights of another under Federal, State, or common law (See section 14411 et seq. Business and Professions Code) Publish: Mountain Views News /Doc. Dates Pub: FEB 01, 08, 15, 22, 2025 <box>14 791 164 935</box>
publication-date: Mountain View News Saturday, February 8, 2025 <box>914 56 1247 74</box>
notice-body: The following person(s) is (are) doing business as: WESTERN AREA CONTRACT COMPLIANCE LABOR MANAGEMENT WORK PRESERVATION PROGRAM 180 W. MISSION BLVD. SUITE 105392 POMONA, CA. 91766. LOS ANGELES COUNTY Full name of registrant(s) is (are) CHRISTIAN BUTAN-COURT, TRUSTEE OF SOUTHERN CALIFORNIA PLASTERING LABOR-MANAGEMENT WORK PRESERVATION TRUST 200 S. LOS ROBLES SUITE 320 PASADENA, CA. 91011. This Business is conducted by: A TRUST. Signed: CHRISTIAN BUTAN-COURT, TRUSTEE OF SOUTHERN CALIFORNIA PLASTERING LABOR-MANAGEMENT WORK PRESERVATION TRUST. CHRISTIAN BUTAN-COURT. This statement was filed with the County Clerk of Los Angeles County on 01/31/2025. The registrant(s) has (have) commenced to transact business under the fictitious business name or names listed above on N/A. NOTICE: This Fictitious Name Statement expires five years from the date it was filed in the office of the County Clerk. A new Fictitious Business Name Statement must be filed prior to that date. The filing of this statement does not of itself authorize the use in this state of a Fictitious Business Name in violation of the rights of another under Federal, State, or common law (See section 14411 et seq. Business and Professions Code). <box>14 102 164 268</box>
legal-notice-block <box>14 292 164 438</box>
notice-body: The following person(s) is (are) doing business as: GREYSON TOWER ASSET MANAGEMENT 1872 BISHOP LN UNIT 7 SIMI VALLEY, CA. 93065. CALIFORNIA VENTURA COUNTY. Full name of registrant(s) is (are) MELISSA BIDOGLI 1872 BISHOP LN UNIT 7 SIMI VALLEY, CA. 93063. This Business is conducted by: AN INDIVIDUAL. Signed: MELISSA BIDOGLI OWNER. This statement was filed with the County Clerk of Los Angeles County on 02/04/2025. The registrant(s) has (have) commenced to transact business under the fictitious business name or names listed above on 02/2020. NOTICE: This Fictitious Name Statement expires five years from the date it was filed in the office of the County Clerk. A new Fictitious Business Name Statement must be filed prior to that date. The filing of this statement does not of itself authorize the use in this state of a Fictitious Business Name in violation of the rights of another under Federal, State, or common law (See section 14411 et seq. Business and Professions Code). <box>14 473 164 598</box>
notice-heading: FICTITIOUS BUSINESS NAME STATEMENT File No. 2025-015152 <box>14 1091 164 1104</box>
notice-heading: FICTITIOUS BUSINESS NAME STATEMENT File No. 2025-015473 <box>14 776 164 790</box>
